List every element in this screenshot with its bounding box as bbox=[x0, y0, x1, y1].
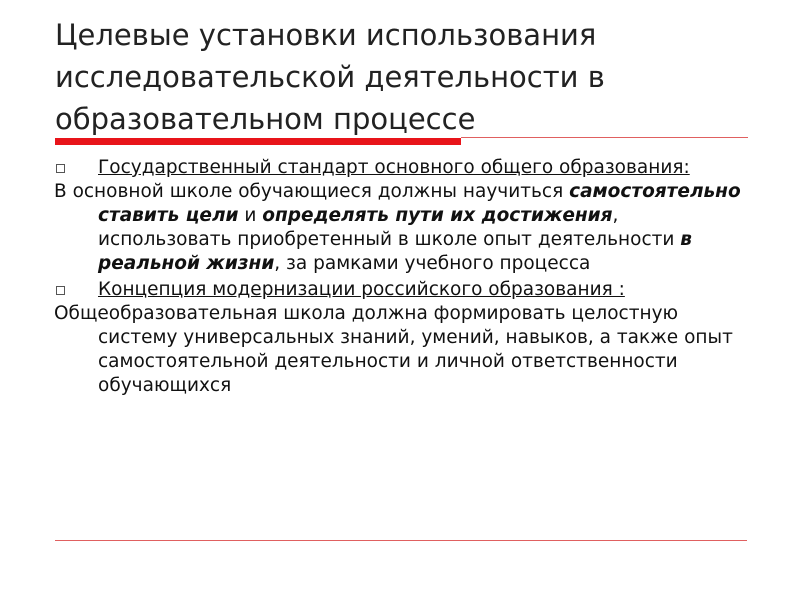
para-text: , за рамками учебного процесса bbox=[274, 253, 591, 274]
title-line-3: образовательном процессе bbox=[55, 102, 476, 136]
title-underline-thick bbox=[55, 138, 461, 145]
title-line-1: Целевые установки использования bbox=[55, 18, 597, 52]
bullet-heading: Государственный стандарт основного общего образования: bbox=[98, 157, 690, 178]
emphasis-text: самостоятельно ставить цели bbox=[98, 181, 741, 226]
para-text: и bbox=[238, 205, 263, 226]
para-text: , использовать приобретенный в школе опыт деятельности bbox=[98, 205, 681, 250]
bullet-item-standard bbox=[53, 156, 753, 180]
slide-title bbox=[55, 14, 755, 140]
title-underline-thin bbox=[461, 137, 748, 138]
para-text: Общеобразовательная школа должна формировать целостную систему универсальных знаний, умений, навыков, а также опыт самостоятельной деятельности и личной ответственности обучающихся bbox=[54, 303, 733, 396]
emphasis-text: определять пути их достижения bbox=[262, 205, 613, 226]
body-paragraph-standard bbox=[53, 180, 753, 276]
bottom-rule bbox=[55, 540, 747, 541]
title-line-2: исследовательской деятельности в bbox=[55, 60, 605, 94]
square-bullet-icon bbox=[56, 164, 65, 173]
emphasis-text: в реальной жизни bbox=[98, 229, 693, 274]
square-bullet-icon bbox=[56, 286, 65, 295]
bullet-item-concept bbox=[53, 278, 753, 302]
bullet-heading: Концепция модернизации российского образования : bbox=[98, 279, 625, 300]
para-text: В основной школе обучающиеся должны научиться bbox=[54, 181, 570, 202]
body-paragraph-concept bbox=[53, 302, 753, 398]
slide-body bbox=[53, 156, 753, 398]
